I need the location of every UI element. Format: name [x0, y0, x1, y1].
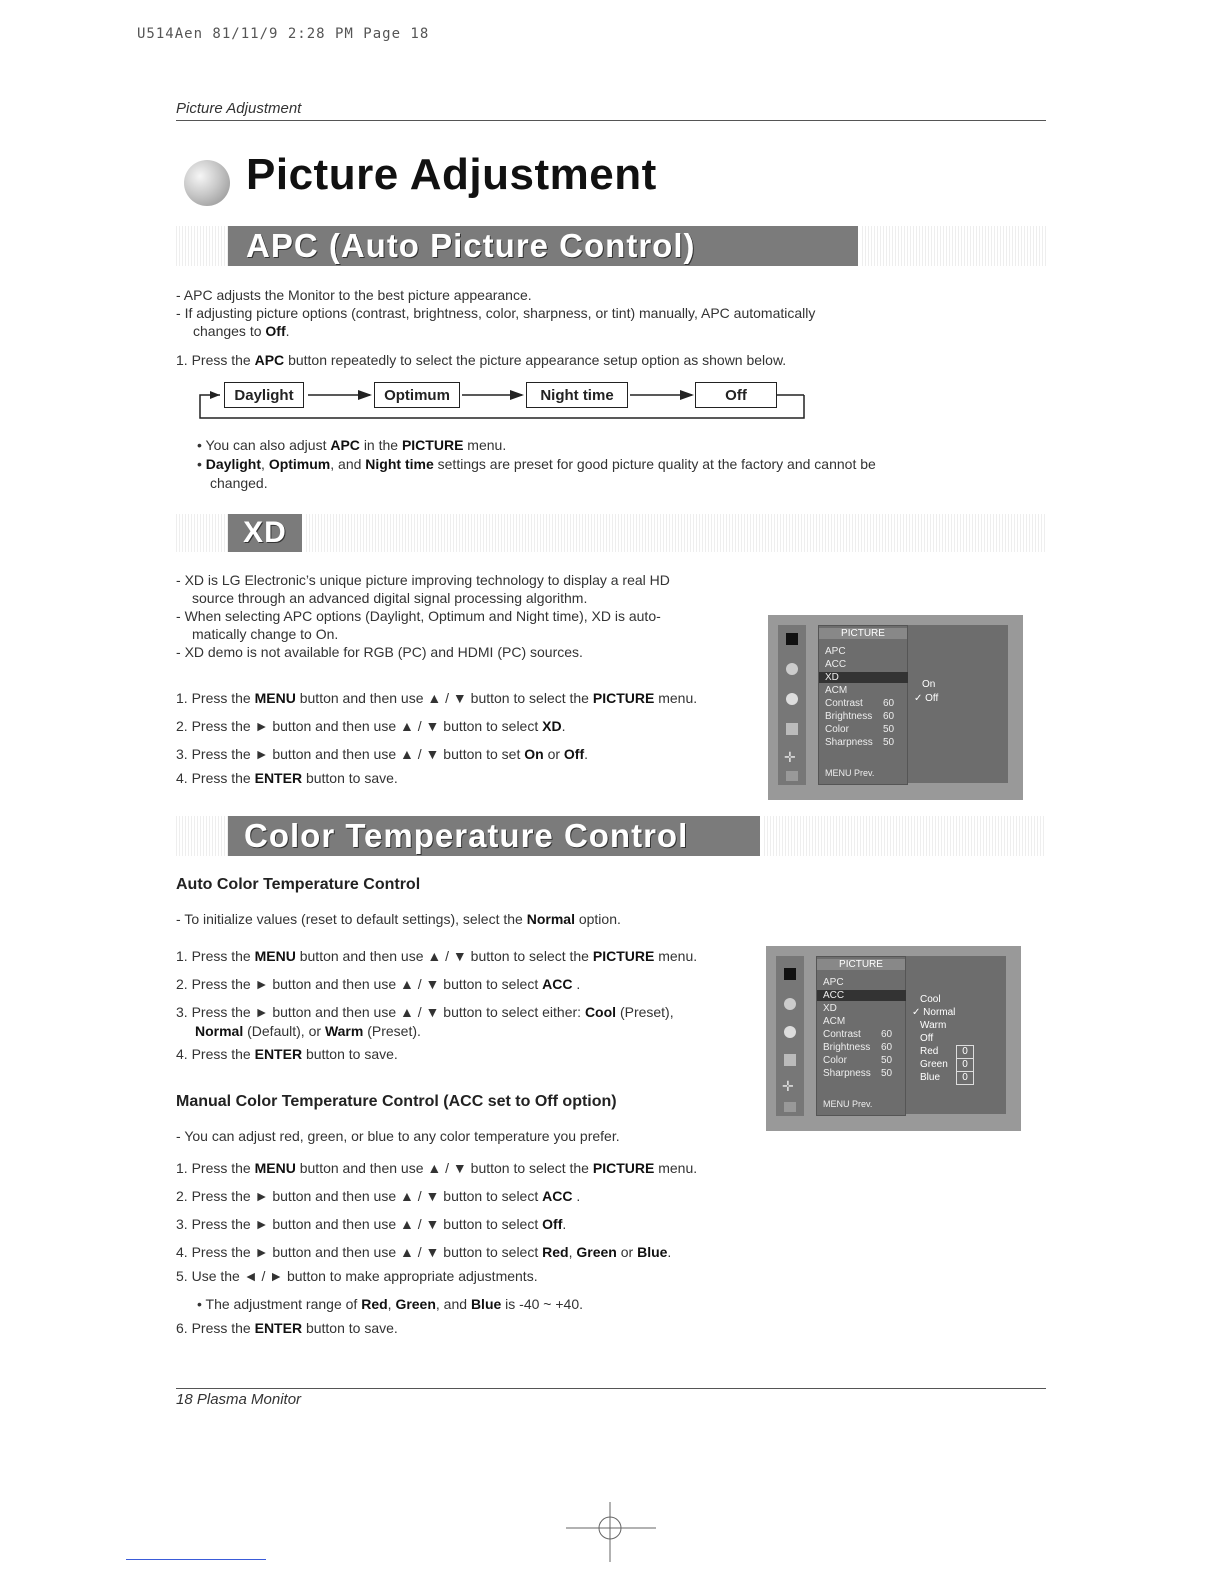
footer-rule — [176, 1388, 1046, 1389]
manual-step-6: 6. Press the ENTER button to save. — [176, 1320, 398, 1336]
apc-note-2-cont: changed. — [210, 475, 268, 491]
flow-optimum: Optimum — [374, 382, 460, 408]
osd-value-sharpness: 50 — [883, 737, 895, 748]
ctc-banner: Color Temperature Control — [228, 816, 760, 856]
osd-option-warm: Warm — [920, 1020, 947, 1031]
osd-option-normal: ✓ Normal — [912, 1007, 956, 1018]
title-bullet-icon — [184, 160, 230, 206]
osd-footer: MENU Prev. — [825, 768, 875, 778]
osd-item-contrast: Contrast — [825, 698, 863, 709]
osd-value-sharpness: 50 — [881, 1068, 893, 1079]
osd-submenu — [908, 625, 1008, 783]
xd-intro-5: - XD demo is not available for RGB (PC) and HDMI (PC) sources. — [176, 644, 583, 660]
osd-footer: MENU Prev. — [823, 1099, 873, 1109]
lock-menu-icon — [786, 771, 798, 781]
flow-daylight: Daylight — [224, 382, 304, 408]
osd-value-color: 50 — [883, 724, 895, 735]
manual-step-1: 1. Press the MENU button and then use ▲ / ▼ button to select the PICTURE menu. — [176, 1160, 698, 1176]
screen-menu-icon: ✛ — [784, 749, 796, 765]
flow-off: Off — [695, 382, 777, 408]
osd-option-green: Green — [920, 1059, 948, 1070]
osd-option-on: On — [922, 679, 936, 690]
osd-item-xd: XD — [823, 1003, 837, 1014]
manual-ctc-note: - You can adjust red, green, or blue to any color temperature you prefer. — [176, 1128, 620, 1144]
osd-item-acm: ACM — [823, 1016, 846, 1027]
manual-step-2: 2. Press the ► button and then use ▲ / ▼ button to select ACC . — [176, 1188, 581, 1204]
banner-pattern-right — [862, 226, 1046, 266]
lock-menu-icon — [784, 1102, 796, 1112]
osd-title: PICTURE — [817, 959, 905, 970]
manual-step-3: 3. Press the ► button and then use ▲ / ▼ button to select Off. — [176, 1216, 567, 1232]
acc-osd-screenshot — [766, 946, 1021, 1131]
time-menu-icon — [784, 1026, 796, 1038]
manual-range-note: • The adjustment range of Red, Green, and Blue is -40 ~ +40. — [197, 1296, 583, 1312]
apc-note-2: • Daylight, Optimum, and Night time settings are preset for good picture quality at the factory and cannot be — [197, 456, 876, 472]
ctc-banner-pattern-right — [764, 816, 1046, 856]
banner-pattern-left — [176, 226, 228, 266]
osd-item-sharpness: Sharpness — [825, 737, 873, 748]
scan-edge-line — [126, 1559, 266, 1560]
osd-option-off: Off — [920, 1033, 934, 1044]
osd-item-apc: APC — [823, 977, 844, 988]
auto-step-1: 1. Press the MENU button and then use ▲ / ▼ button to select the PICTURE menu. — [176, 948, 698, 964]
auto-ctc-note: - To initialize values (reset to default settings), select the Normal option. — [176, 911, 621, 927]
apc-note-1: • You can also adjust APC in the PICTURE menu. — [197, 437, 507, 453]
xd-intro-4: matically change to On. — [192, 626, 339, 642]
xd-step-1: 1. Press the MENU button and then use ▲ / ▼ button to select the PICTURE menu. — [176, 690, 698, 706]
xd-intro-2: source through an advanced digital signal processing algorithm. — [192, 590, 588, 606]
auto-step-3-cont: Normal (Default), or Warm (Preset). — [195, 1023, 421, 1039]
header-rule — [176, 120, 1046, 121]
time-menu-icon — [786, 693, 798, 705]
osd-submenu — [906, 956, 1006, 1114]
xd-osd-screenshot — [768, 615, 1023, 800]
xd-step-4: 4. Press the ENTER button to save. — [176, 770, 398, 786]
osd-item-apc: APC — [825, 646, 846, 657]
osd-option-off: ✓ Off — [914, 693, 939, 704]
osd-item-sharpness: Sharpness — [823, 1068, 871, 1079]
osd-value-green: 0 — [956, 1058, 974, 1072]
option-menu-icon — [786, 723, 798, 735]
registration-mark-icon — [566, 1502, 656, 1562]
apc-intro-3: changes to Off. — [193, 323, 290, 339]
osd-item-acc: ACC — [825, 659, 847, 670]
xd-intro-3: - When selecting APC options (Daylight, Optimum and Night time), XD is auto- — [176, 608, 661, 624]
auto-ctc-heading: Auto Color Temperature Control — [176, 876, 421, 893]
xd-intro-1: - XD is LG Electronic’s unique picture improving technology to display a real HD — [176, 572, 670, 588]
apc-intro-2: - If adjusting picture options (contrast, brightness, color, sharpness, or tint) manually, APC automatically — [176, 305, 816, 321]
osd-item-brightness: Brightness — [823, 1042, 871, 1053]
running-header: Picture Adjustment — [176, 100, 302, 117]
apc-intro-1: - APC adjusts the Monitor to the best picture appearance. — [176, 287, 532, 303]
osd-value-red: 0 — [956, 1045, 974, 1059]
osd-value-brightness: 60 — [883, 711, 895, 722]
apc-banner: APC (Auto Picture Control) — [228, 226, 858, 266]
manual-step-4: 4. Press the ► button and then use ▲ / ▼ button to select Red, Green or Blue. — [176, 1244, 672, 1260]
osd-item-contrast: Contrast — [823, 1029, 861, 1040]
osd-value-color: 50 — [881, 1055, 893, 1066]
osd-title: PICTURE — [819, 628, 907, 639]
osd-option-blue: Blue — [920, 1072, 941, 1083]
manual-step-5: 5. Use the ◄ / ► button to make appropriate adjustments. — [176, 1268, 538, 1284]
osd-icon-strip — [778, 625, 806, 785]
osd-value-brightness: 60 — [881, 1042, 893, 1053]
apc-step-1: 1. Press the APC button repeatedly to select the picture appearance setup option as shown below. — [176, 352, 787, 368]
osd-item-acc: ACC — [817, 990, 907, 1001]
option-menu-icon — [784, 1054, 796, 1066]
osd-item-xd: XD — [819, 672, 909, 683]
page-footer: 18 Plasma Monitor — [176, 1391, 302, 1408]
xd-banner-pattern-right — [306, 514, 1046, 552]
xd-banner: XD — [228, 514, 302, 552]
audio-menu-icon — [786, 663, 798, 675]
print-info: U514Aen 81/11/9 2:28 PM Page 18 — [137, 26, 430, 42]
auto-step-2: 2. Press the ► button and then use ▲ / ▼ button to select ACC . — [176, 976, 581, 992]
picture-menu-icon — [784, 968, 796, 980]
manual-ctc-heading: Manual Color Temperature Control (ACC set to Off option) — [176, 1093, 617, 1110]
osd-item-color: Color — [823, 1055, 847, 1066]
osd-value-blue: 0 — [956, 1071, 974, 1085]
osd-item-brightness: Brightness — [825, 711, 873, 722]
auto-step-3: 3. Press the ► button and then use ▲ / ▼ button to select either: Cool (Preset), — [176, 1004, 674, 1020]
audio-menu-icon — [784, 998, 796, 1010]
osd-value-contrast: 60 — [881, 1029, 893, 1040]
xd-banner-pattern-left — [176, 514, 228, 552]
auto-step-4: 4. Press the ENTER button to save. — [176, 1046, 398, 1062]
osd-option-red: Red — [920, 1046, 939, 1057]
flow-night-time: Night time — [526, 382, 628, 408]
picture-menu-icon — [786, 633, 798, 645]
xd-step-3: 3. Press the ► button and then use ▲ / ▼ button to set On or Off. — [176, 746, 589, 762]
osd-value-contrast: 60 — [883, 698, 895, 709]
xd-step-2: 2. Press the ► button and then use ▲ / ▼ button to select XD. — [176, 718, 566, 734]
osd-item-acm: ACM — [825, 685, 848, 696]
osd-option-cool: Cool — [920, 994, 941, 1005]
screen-menu-icon: ✛ — [782, 1078, 794, 1094]
ctc-banner-pattern-left — [176, 816, 228, 856]
osd-icon-strip — [776, 956, 804, 1116]
osd-item-color: Color — [825, 724, 849, 735]
page-title: Picture Adjustment — [246, 150, 657, 199]
